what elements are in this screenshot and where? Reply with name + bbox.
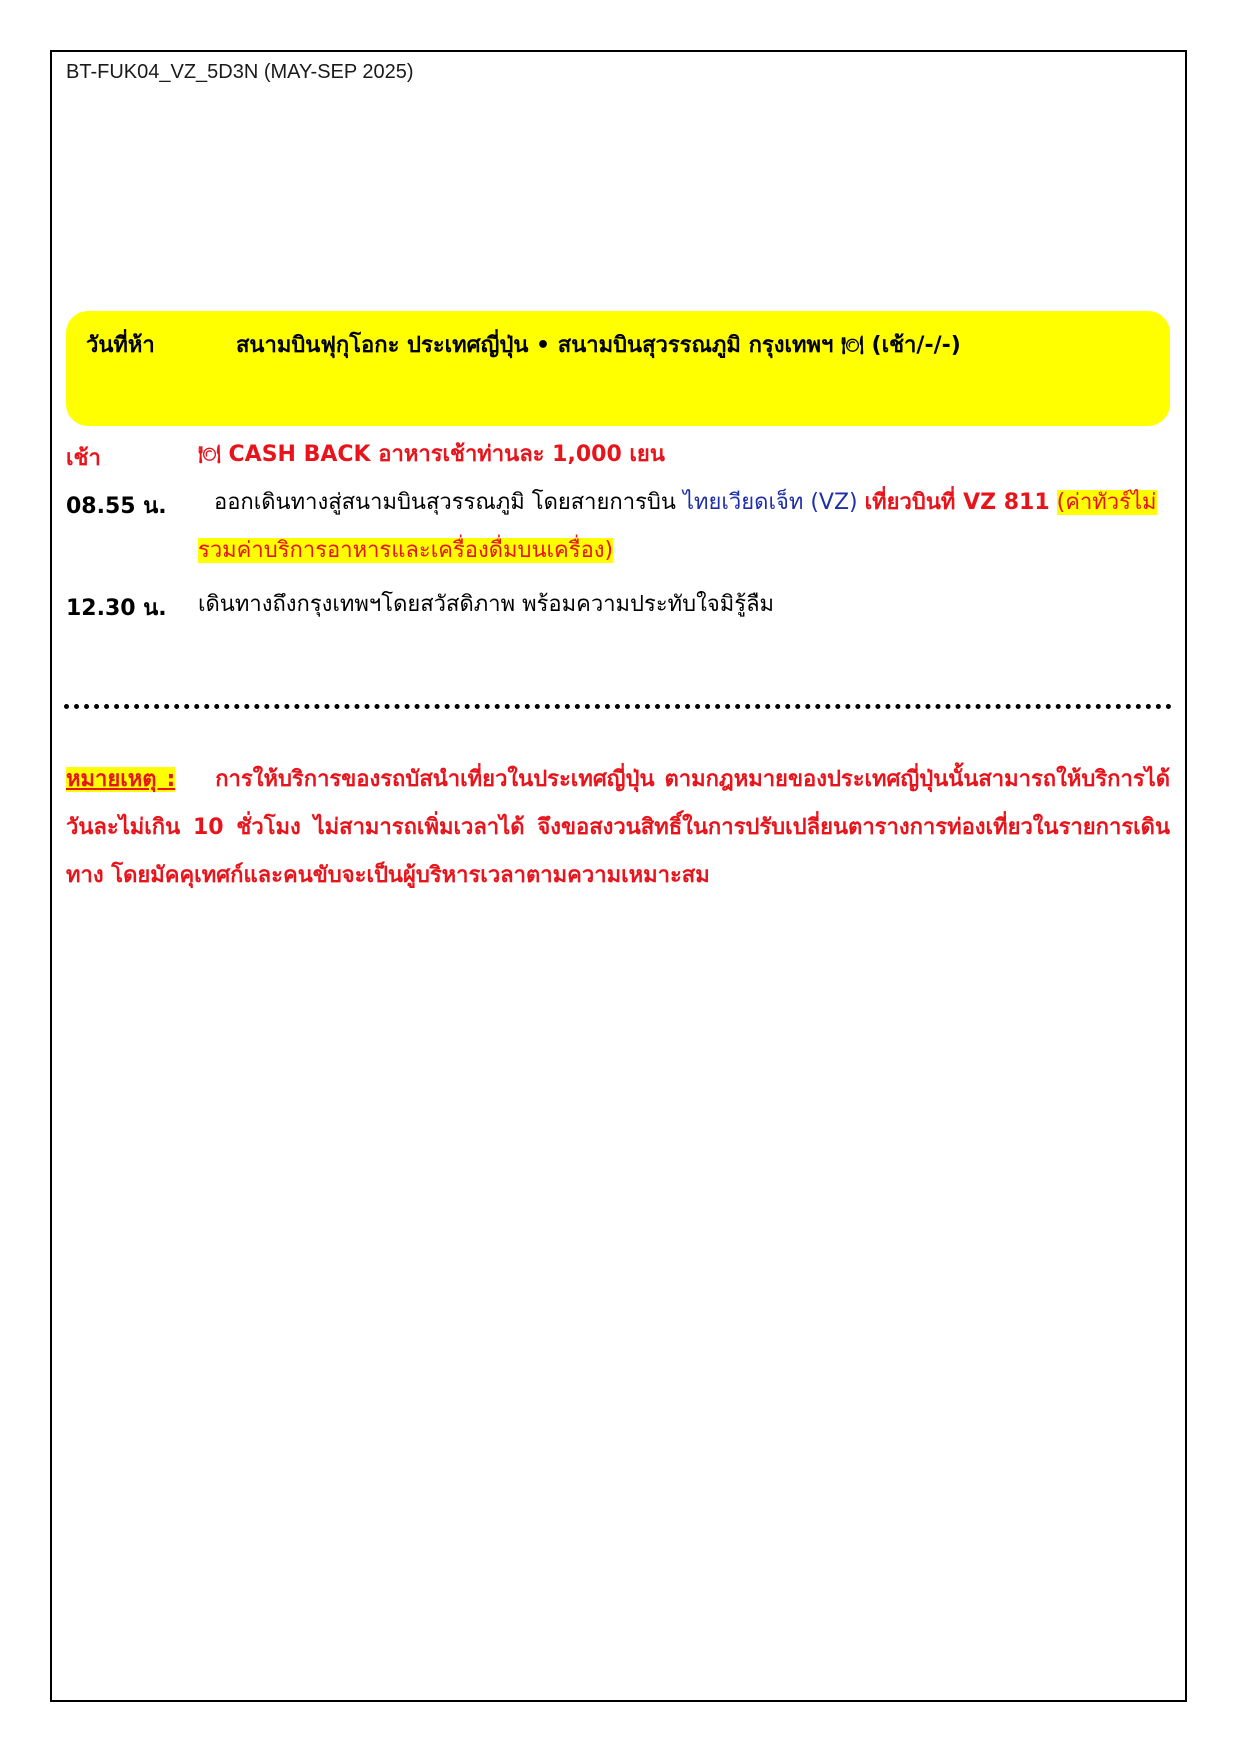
airline-name: ไทยเวียดเจ็ท (VZ): [682, 490, 858, 515]
cashback-text: CASH BACK อาหารเช้าท่านละ 1,000 เยน: [228, 442, 665, 467]
meal-icon: 🍽: [198, 444, 221, 465]
day-label: วันที่ห้า: [86, 333, 155, 358]
note-text: การให้บริการของรถบัสนำเที่ยวในประเทศญี่ปุ่น ตามกฎหมายของประเทศญี่ปุ่นนั้นสามารถให้บริการได้วันละไม่เกิน 10 ชั่วโมง ไม่สามารถเพิ่มเวลาได้ จึงขอสงวนสิทธิ์ในการปรับเปลี่ยนตารางการท่องเที่ยวในรายการเดินทาง โดยมัคคุเทศก์และคนขับจะเป็นผู้บริหารเวลาตามความเหมาะสม: [66, 767, 1170, 888]
meal-icon: 🍽: [841, 335, 864, 356]
fare-remark: (ค่าทัวร์ไม่รวมค่าบริการอาหารและเครื่องดื่มบนเครื่อง): [198, 490, 1157, 563]
day-route: [236, 327, 961, 362]
schedule-time: เช้า: [66, 446, 101, 471]
flight-number: เที่ยวบินที่ VZ 811: [864, 490, 1050, 515]
schedule-description: เดินทางถึงกรุงเทพฯโดยสวัสดิภาพ พร้อมความประทับใจมิรู้ลืม: [198, 592, 775, 617]
day-banner: [66, 311, 1170, 426]
departure-text: ออกเดินทางสู่สนามบินสุวรรณภูมิ โดยสายการบิน: [214, 490, 676, 515]
dotted-divider: [64, 704, 1172, 709]
schedule-time: 12.30 น.: [66, 596, 167, 621]
schedule-time: 08.55 น.: [66, 494, 167, 519]
route-text: สนามบินฟุกุโอกะ ประเทศญี่ปุ่น • สนามบินสุวรรณภูมิ กรุงเทพฯ: [236, 333, 834, 358]
document-code: BT-FUK04_VZ_5D3N (MAY-SEP 2025): [66, 61, 414, 83]
day-meals: (เช้า/-/-): [871, 333, 961, 358]
schedule-description: [198, 440, 1170, 470]
note-block: [66, 756, 1170, 900]
schedule-description: [198, 479, 1170, 575]
note-label: หมายเหตุ :: [66, 767, 176, 792]
